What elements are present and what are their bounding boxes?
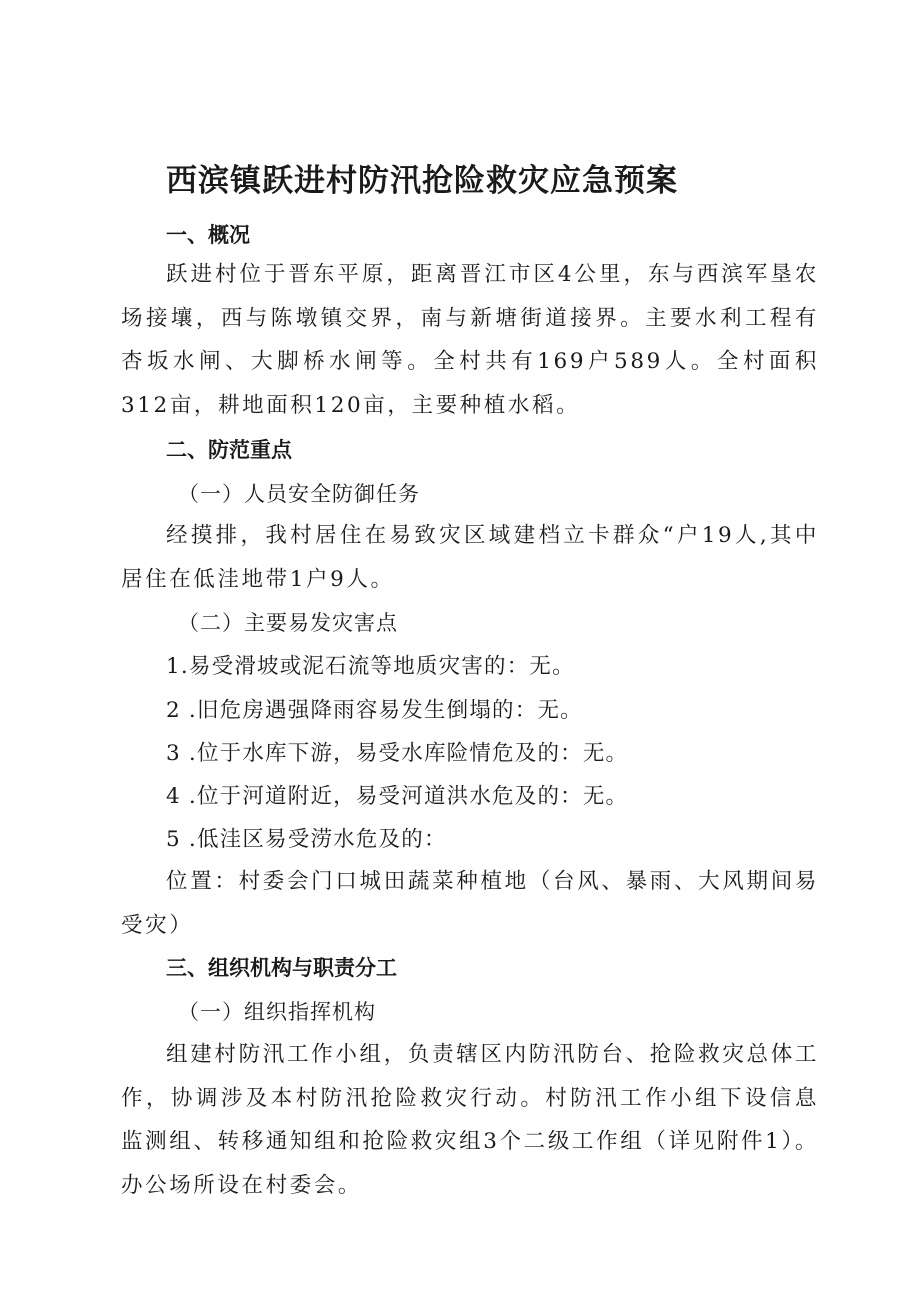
- overview-paragraph: 跃进村位于晋东平原，距离晋江市区4公里，东与西滨军垦农场接壤，西与陈墩镇交界，南与新塘街道接界。主要水利工程有杏坂水闸、大脚桥水闸等。全村共有169户589人。全村面积312亩，耕地面积120亩，主要种植水稻。: [121, 262, 819, 418]
- section-heading-key-prevention: 二、防范重点: [166, 438, 292, 462]
- section-heading-organization: 三、组织机构与职责分工: [166, 956, 397, 980]
- section-heading-overview: 一、概况: [166, 223, 250, 247]
- hazard-item-3: 3 .位于水库下游，易受水库险情危及的：无。: [166, 741, 629, 766]
- command-structure-paragraph: 组建村防汛工作小组，负责辖区内防汛防台、抢险救灾总体工作，协调涉及本村防汛抢险救灾行动。村防汛工作小组下设信息监测组、转移通知组和抢险救灾组3个二级工作组（详见附件1）。办公场所设在村委会。: [121, 1042, 819, 1198]
- personnel-safety-paragraph: 经摸排，我村居住在易致灾区域建档立卡群众“户19人,其中居住在低洼地带1户9人。: [121, 523, 819, 592]
- hazard-item-2: 2 .旧危房遇强降雨容易发生倒塌的：无。: [166, 698, 583, 723]
- document-title: 西滨镇跃进村防汛抢险救灾应急预案: [166, 163, 678, 199]
- hazard-item-4: 4 .位于河道附近，易受河道洪水危及的：无。: [166, 784, 629, 809]
- subheading-personnel-safety: （一）人员安全防御任务: [178, 482, 420, 506]
- hazard-location-paragraph: 位置：村委会门口城田蔬菜种植地（台风、暴雨、大风期间易受灾）: [121, 869, 819, 938]
- hazard-item-5: 5 .低洼区易受涝水危及的：: [166, 827, 447, 852]
- subheading-command-structure: （一）组织指挥机构: [178, 1000, 376, 1024]
- subheading-hazard-points: （二）主要易发灾害点: [178, 611, 398, 635]
- hazard-item-1: 1.易受滑坡或泥石流等地质灾害的：无。: [166, 654, 575, 679]
